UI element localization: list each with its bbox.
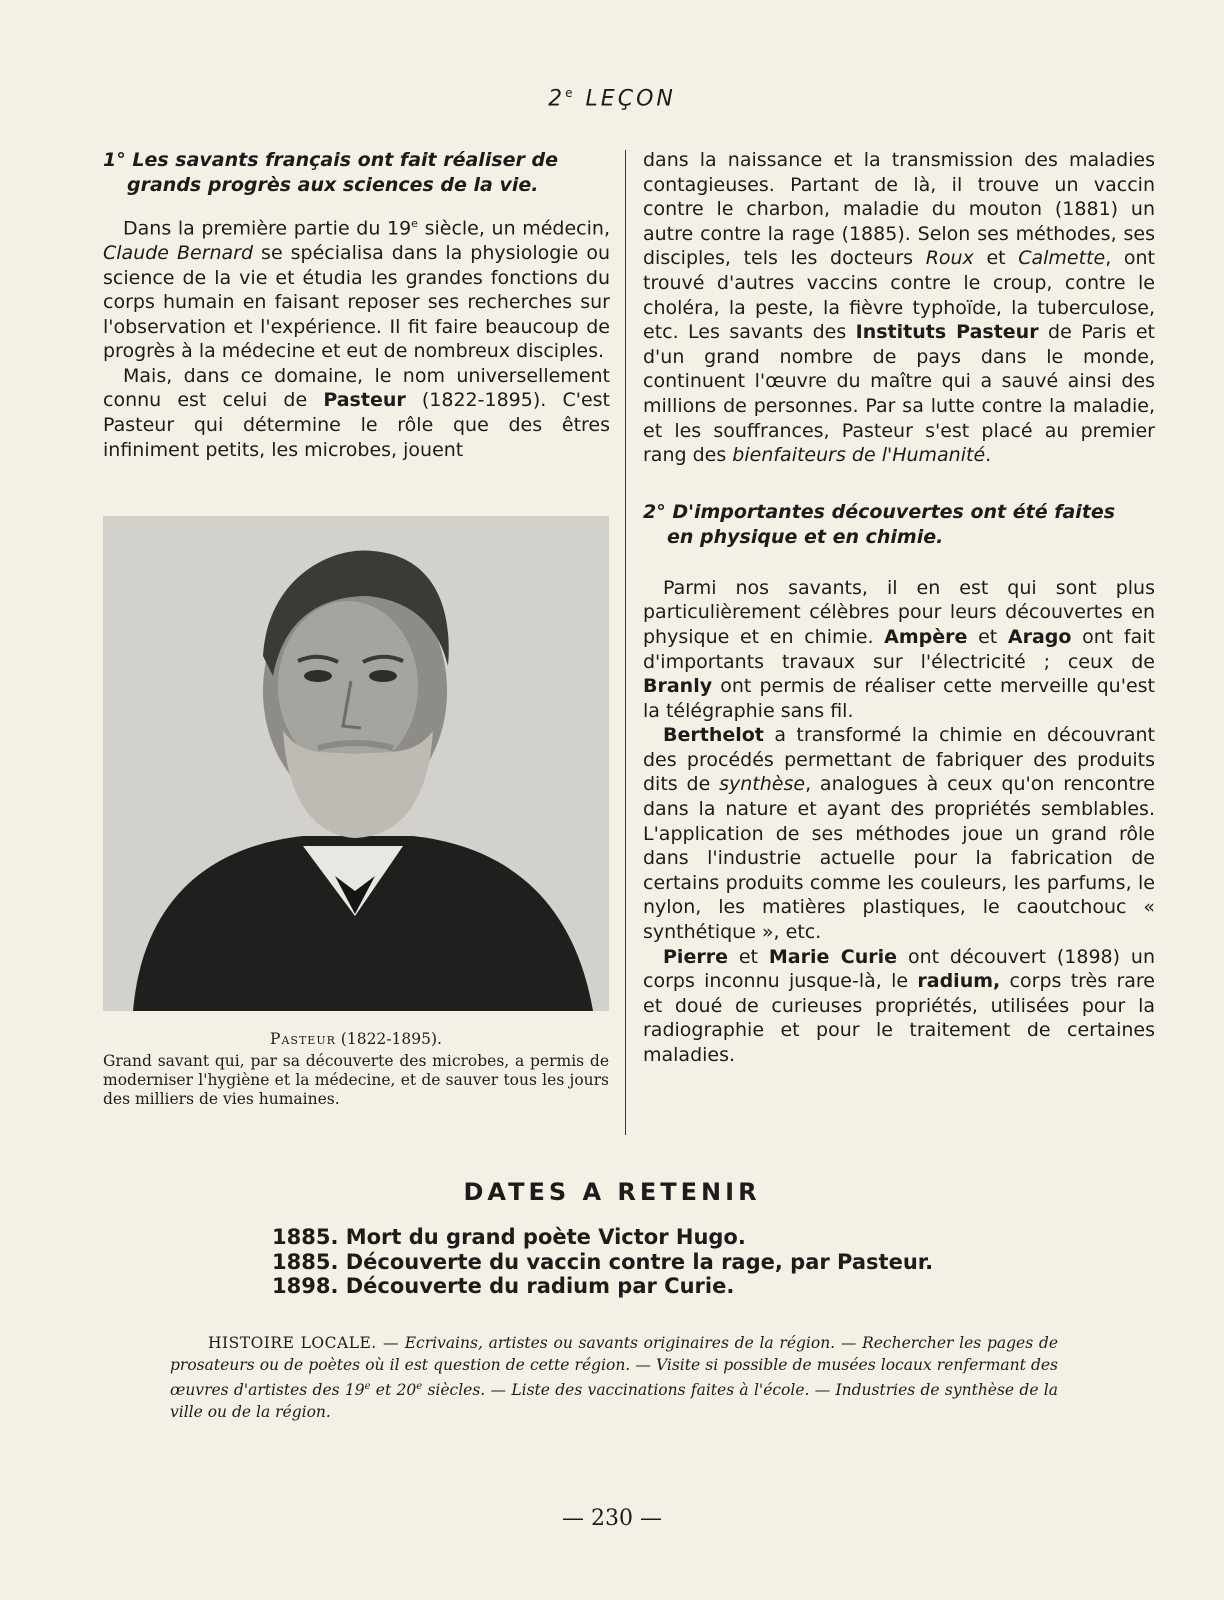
name-ampere: Ampère — [884, 625, 968, 648]
p3-text-e: . — [985, 444, 992, 467]
caption-name: Pasteur — [270, 1030, 336, 1048]
pasteur-portrait-photo — [103, 516, 609, 1011]
local-history-text-c: siècles. — Liste des vaccinations faites à l'école. — Industries de synthèse de la ville ou de la région. — [170, 1381, 1058, 1422]
p6-text-b: corps très rare et doué de curieuses propriétés, utilisées pour la radiographie et pour le traitement de certaines maladies. — [643, 970, 1155, 1066]
p1-text-b: siècle, un médecin, — [417, 217, 610, 240]
p6-text-a: ont découvert (1898) un corps inconnu jusque-là, le — [643, 945, 1156, 993]
lesson-title: LEÇON — [585, 86, 676, 112]
section-1-title — [103, 148, 610, 198]
section-2-title — [643, 500, 1155, 550]
p1-text-a: Dans la première partie du 19 — [123, 217, 412, 240]
p1-text-c: se spécialisa dans la physiologie ou science de la vie et étudia les grandes fonctions du corps humain en faisant reposer ses recherches sur l'observation et l'expérience. Il fit faire beaucoup de progrès à la médecine et eut de nombreux disciples. — [103, 241, 610, 363]
p4-text-a: Parmi nos savants, il en est qui sont plus particulièrement célèbres pour leurs découvertes en physique et en chimie. — [643, 576, 1155, 648]
local-history-lead: HISTOIRE LOCALE. — — [208, 1334, 399, 1352]
date-item: 1885. Mort du grand poète Victor Hugo. — [272, 1225, 746, 1249]
p4-et: et — [967, 625, 1008, 648]
local-history-text-a: Ecrivains, artistes ou savants originaires de la région. — Rechercher les pages de prosateurs ou de poètes où il est question de cette région. — Visite si possible de musées locaux renfermant des œuvres d'artistes des 19 — [170, 1334, 1058, 1400]
portrait-illustration — [103, 516, 609, 1011]
dates-title: DATES A RETENIR — [463, 1178, 761, 1206]
p5-text-b: , analogues à ceux qu'on rencontre dans la nature et ayant des propriétés semblables. L'application de ses méthodes joue un grand rôle dans l'industrie actuelle pour la fabrication de certains produits comme les couleurs, les parfums, le nylon, les matières plastiques, le caoutchouc « synthétique », etc. — [643, 773, 1155, 944]
name-branly: Branly — [643, 675, 713, 698]
lesson-number: 2 — [548, 86, 566, 112]
p2-text-b: (1822-1895). C'est Pasteur qui détermine le rôle que des êtres infiniment petits, les microbes, jouent — [103, 389, 610, 461]
section-2-title-line2: en physique et en chimie. — [667, 525, 944, 548]
p3-text-b: et — [973, 247, 1019, 270]
right-column — [643, 148, 1155, 1068]
name-marie-curie: Marie Curie — [768, 945, 898, 968]
paragraph-physics-chemistry — [643, 576, 1155, 724]
lesson-header — [0, 86, 1224, 111]
name-pierre: Pierre — [663, 945, 728, 968]
dates-list — [272, 1225, 933, 1299]
word-radium: radium, — [917, 970, 1001, 993]
section-1-title-line2: grands progrès aux sciences de la vie. — [127, 174, 539, 196]
name-calmette: Calmette — [1018, 247, 1106, 270]
paragraph-berthelot — [643, 723, 1155, 944]
lesson-number-sup: e — [565, 86, 576, 100]
p1-sup: e — [411, 217, 418, 230]
local-history-sup1: e — [364, 1381, 371, 1392]
section-1-title-line1: Les savants français ont fait réaliser de — [132, 149, 558, 171]
caption-text: Grand savant qui, par sa découverte des microbes, a permis de moderniser l'hygiène et la médecine, et de sauver tous les jours des milliers de vies humaines. — [103, 1052, 609, 1108]
local-history-sup2: e — [416, 1381, 423, 1392]
name-berthelot: Berthelot — [663, 724, 764, 747]
p6-et: et — [727, 945, 769, 968]
caption-dates: (1822-1895). — [335, 1030, 442, 1048]
p3-text-c: , ont trouvé d'autres vaccins contre le croup, contre le choléra, la peste, la fièvre typhoïde, la tuberculose, etc. Les savants des — [643, 247, 1156, 344]
instituts-pasteur: Instituts Pasteur — [855, 321, 1039, 344]
left-column — [103, 148, 610, 462]
local-history-text-b: et 20 — [370, 1381, 417, 1400]
portrait-caption — [103, 1030, 609, 1109]
p3-text-d: de Paris et d'un grand nombre de pays dans le monde, continuent l'œuvre du maître qui a sauvé ainsi des millions de personnes. Par sa lutte contre la maladie, et les souffrances, Pasteur s'est placé au premier rang des — [643, 321, 1155, 467]
paragraph-pasteur-continued — [643, 148, 1155, 468]
name-pasteur: Pasteur — [323, 389, 406, 412]
p3-text-a: dans la naissance et la transmission des maladies contagieuses. Partant de là, il trouve un vaccin contre le charbon, maladie du mouton (1881) un autre contre la rage (1885). Selon ses méthodes, ses disciples, tels les docteurs — [643, 149, 1155, 270]
section-2-number: 2° — [643, 500, 666, 523]
bienfaiteurs-humanite: bienfaiteurs de l'Humanité — [732, 444, 986, 467]
name-claude-bernard: Claude Bernard — [103, 241, 254, 264]
section-1-number: 1° — [103, 149, 126, 171]
word-synthese: synthèse — [719, 773, 806, 796]
p4-text-c: ont permis de réaliser cette merveille qu'est la télégraphie sans fil. — [643, 675, 1155, 722]
name-arago: Arago — [1007, 625, 1072, 648]
local-history — [170, 1332, 1058, 1423]
date-item: 1898. Découverte du radium par Curie. — [272, 1274, 735, 1298]
date-item: 1885. Découverte du vaccin contre la rage, par Pasteur. — [272, 1249, 934, 1274]
paragraph-pasteur-intro — [103, 364, 610, 462]
paragraph-curie — [643, 945, 1155, 1068]
p2-text-a: Mais, dans ce domaine, le nom universellement connu est celui de — [103, 364, 610, 412]
p5-text-a: a transformé la chimie en découvrant des procédés permettant de fabriquer des produits dits de — [643, 724, 1155, 796]
paragraph-claude-bernard — [103, 212, 610, 364]
page-number: — 230 — — [562, 1506, 662, 1531]
column-divider — [625, 150, 626, 1135]
p4-text-b: ont fait d'importants travaux sur l'électricité ; ceux de — [643, 625, 1155, 673]
name-roux: Roux — [925, 247, 974, 270]
section-2-title-line1: D'importantes découvertes ont été faites — [672, 500, 1116, 523]
caption-title — [103, 1030, 609, 1049]
